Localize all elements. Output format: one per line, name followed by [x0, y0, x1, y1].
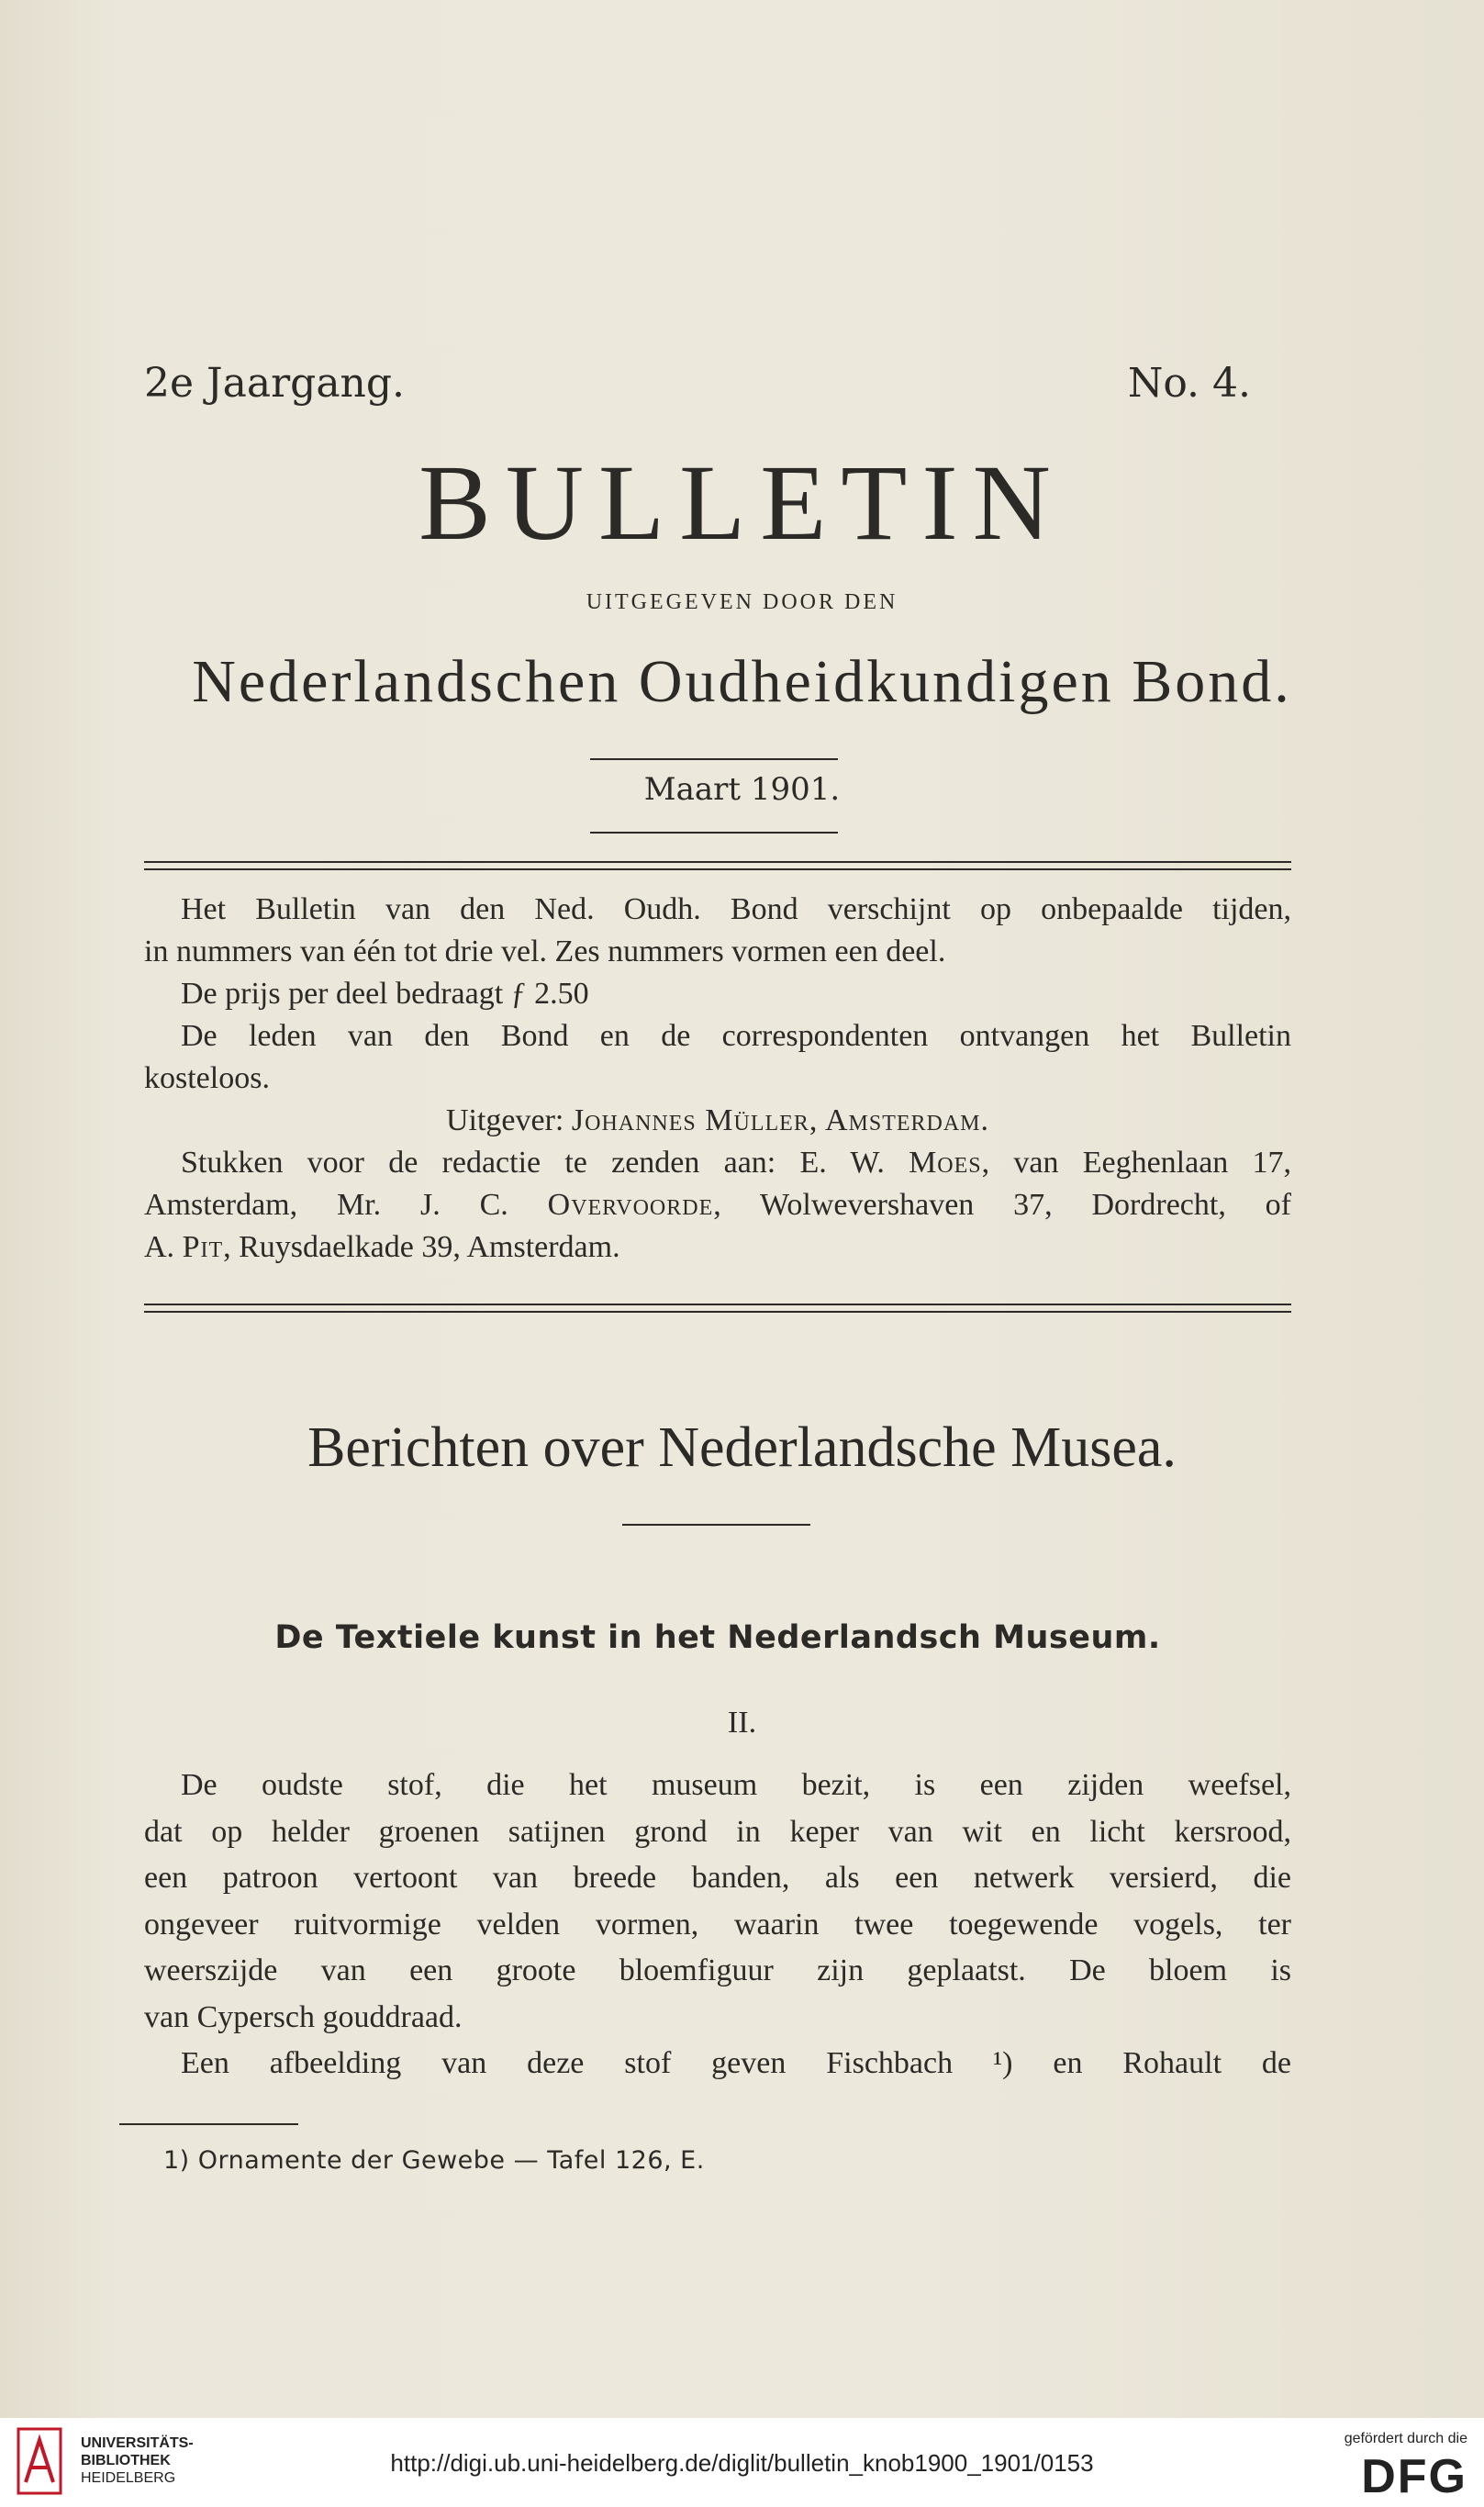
body-line: een patroon vertoont van breede banden, als een netwerk versierd, die [144, 1861, 1291, 1895]
body-line: Een afbeelding van deze stof geven Fischbach ¹) en Rohault de [181, 2046, 1291, 2080]
contact-text: Amsterdam, Mr. J. C. [144, 1188, 508, 1222]
notice-contact [144, 1184, 1291, 1226]
issue-number: No. 4. [1127, 360, 1251, 407]
date-rule-top [590, 758, 838, 760]
body-line: De oudste stof, die het museum bezit, is een zijden weefsel, [181, 1768, 1291, 1802]
funder-logo: DFG [1361, 2450, 1467, 2503]
double-rule-bottom [144, 1304, 1291, 1313]
notice-line: kosteloos. [144, 1061, 270, 1095]
contact-name: Overvoorde [547, 1188, 714, 1222]
article-body [144, 1763, 1291, 2087]
contact-text: Stukken voor de redactie te zenden aan: E. W. [181, 1146, 885, 1180]
date-rule-bottom [590, 832, 838, 834]
library-line: HEIDELBERG [81, 2470, 176, 2486]
publisher-name: Johannes Müller, Amsterdam. [571, 1103, 990, 1137]
subscription-notice [144, 889, 1291, 1269]
contact-text: , Wolwevershaven 37, Dordrecht, of [713, 1188, 1292, 1222]
publisher-label: Uitgever: [445, 1103, 564, 1137]
notice-line: in nummers van één tot drie vel. Zes nummers vormen een deel. [144, 935, 946, 968]
article-part: II. [727, 1706, 757, 1740]
volume-label: 2e Jaargang. [144, 360, 406, 407]
footnote-rule [119, 2123, 298, 2125]
footnote: 1) Ornamente der Gewebe — Tafel 126, E. [163, 2146, 705, 2175]
section-heading: Berichten over Nederlandsche Musea. [307, 1416, 1177, 1479]
body-line: van Cypersch gouddraad. [144, 1999, 463, 2034]
contact-text: , Ruysdaelkade 39, Amsterdam. [223, 1230, 620, 1264]
body-line: ongeveer ruitvormige velden vormen, waarin twee toegewende vogels, ter [144, 1907, 1291, 1942]
double-rule-top [144, 861, 1291, 870]
article-title: De Textiele kunst in het Nederlandsch Museum. [274, 1619, 1161, 1656]
notice-price: De prijs per deel bedraagt ƒ 2.50 [181, 977, 589, 1011]
body-line: weerszijde van een groote bloemfiguur zijn geplaatst. De bloem is [144, 1953, 1291, 1987]
notice-line: De leden van den Bond en de correspondenten ontvangen het Bulletin [181, 1019, 1291, 1053]
notice-contact [144, 1142, 1291, 1184]
issue-date: Maart 1901. [643, 771, 841, 808]
contact-text: , van Eeghenlaan 17, [981, 1146, 1292, 1180]
section-rule [622, 1524, 810, 1526]
notice-publisher [144, 1100, 1291, 1142]
body-line: dat op helder groenen satijnen grond in keper van wit en licht kersrood, [144, 1814, 1291, 1849]
contact-name: Pit [182, 1230, 224, 1264]
society-name: Nederlandschen Oudheidkundigen Bond. [192, 648, 1292, 715]
contact-name: Moes [909, 1146, 982, 1180]
contact-text: A. [144, 1230, 175, 1264]
library-line: BIBLIOTHEK [81, 2453, 171, 2468]
publisher-subtitle: UITGEGEVEN DOOR DEN [586, 590, 898, 614]
notice-contact [144, 1226, 1291, 1269]
source-url[interactable]: http://digi.ub.uni-heidelberg.de/diglit/bulletin_knob1900_1901/0153 [390, 2449, 1094, 2477]
digitization-footer [0, 2418, 1484, 2507]
notice-line: Het Bulletin van den Ned. Oudh. Bond verschijnt op onbepaalde tijden, [181, 892, 1291, 926]
library-line: UNIVERSITÄTS- [81, 2435, 194, 2451]
bulletin-title: BULLETIN [418, 442, 1066, 563]
funder-caption: gefördert durch die [1344, 2431, 1467, 2446]
